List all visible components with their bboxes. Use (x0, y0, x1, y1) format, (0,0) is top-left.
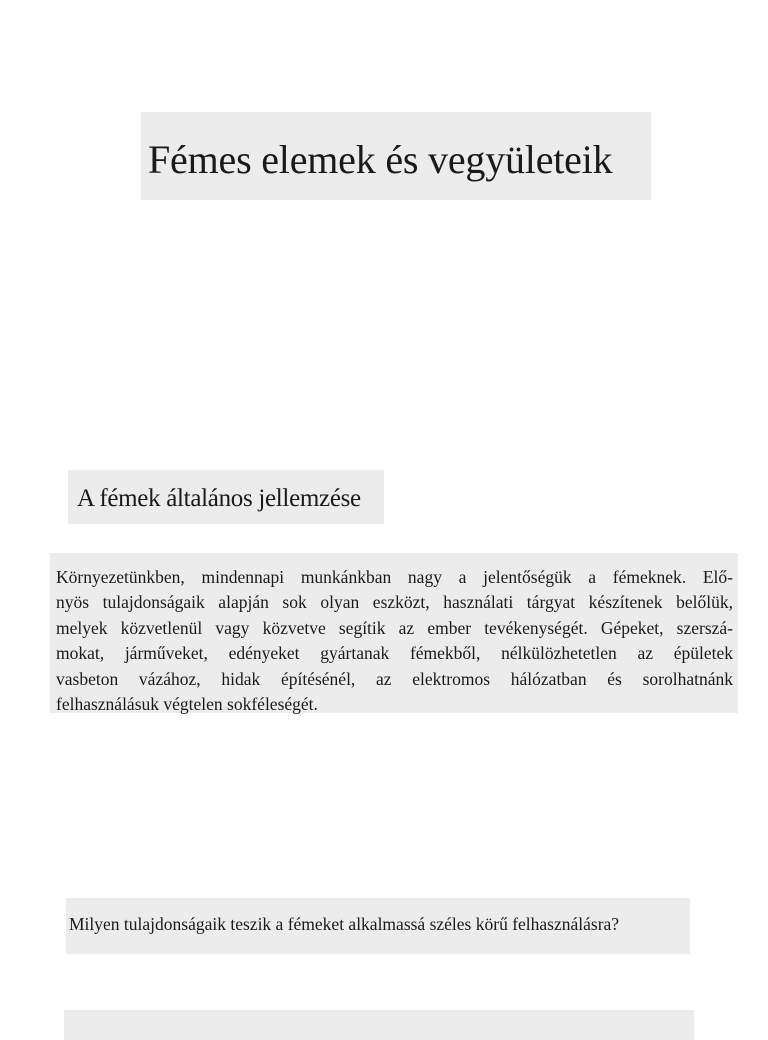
intro-line: melyek közvetlenül vagy közvetve segítik az ember tevékenységét. Gépeket, szerszá- (56, 617, 733, 638)
main-title-block (141, 112, 651, 200)
question-block (66, 898, 690, 954)
question-text: Milyen tulajdonságaik teszik a fémeket alkalmassá széles körű felhasználásra? (69, 914, 620, 934)
section-heading: A fémek általános jellemzése (77, 485, 361, 512)
intro-line: mokat, járműveket, edényeket gyártanak fémekből, nélkülözhetetlen az épületek (56, 643, 733, 664)
intro-line: nyös tulajdonságaik alapján sok olyan eszközt, használati tárgyat készítenek belőlük, (56, 592, 733, 613)
intro-line: vasbeton vázához, hidak építésénél, az elektromos hálózatban és sorolhatnánk (56, 668, 733, 689)
section-title-block (68, 470, 384, 524)
intro-paragraph (56, 565, 733, 717)
intro-line: Környezetünkben, mindennapi munkánkban nagy a jelentőségük a fémeknek. Elő- (56, 567, 733, 587)
intro-line: felhasználásuk végtelen sokféleségét. (56, 693, 318, 714)
next-paragraph-fragment (64, 1010, 694, 1040)
page-title: Fémes elemek és vegyületeik (148, 137, 613, 182)
intro-paragraph-block (50, 553, 738, 713)
